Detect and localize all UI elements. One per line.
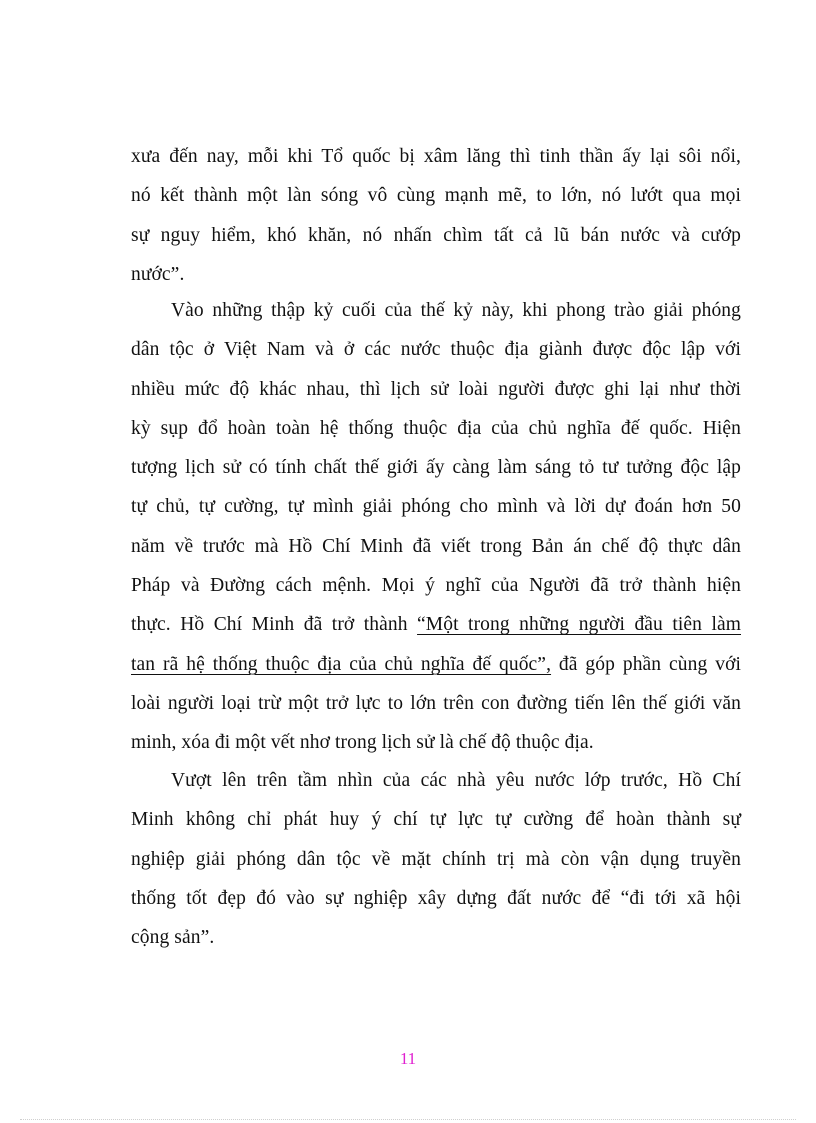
quotation-underlined: “Một trong những người đầu tiên làm	[417, 614, 741, 636]
text-line: minh, xóa đi một vết nhơ trong lịch sử là chế độ thuộc địa.	[131, 732, 594, 754]
page-number: 11	[399, 1049, 417, 1068]
text-line: nghiệp giải phóng dân tộc về mặt chính trị mà còn vận dụng truyền	[131, 848, 741, 870]
text-line: Vào những thập kỷ cuối của thế kỷ này, khi phong trào giải phóng	[171, 300, 741, 321]
quotation-underlined: tan rã hệ thống thuộc địa của chủ nghĩa đế quốc”,	[131, 653, 552, 675]
text-line: kỳ sụp đổ hoàn toàn hệ thống thuộc địa của chủ nghĩa đế quốc. Hiện	[131, 417, 741, 439]
text-line	[131, 605, 741, 644]
text-line: xưa đến nay, mỗi khi Tổ quốc bị xâm lăng thì tinh thần ấy lại sôi nổi,	[131, 146, 741, 167]
paragraph-3	[131, 761, 741, 957]
text-line: loài người loại trừ một trở lực to lớn trên con đường tiến lên thế giới văn	[131, 692, 741, 714]
text-line: thống tốt đẹp đó vào sự nghiệp xây dựng đất nước để “đi tới xã hội	[131, 887, 741, 909]
text-line: nước”.	[131, 263, 185, 285]
text-line: cộng sản”.	[131, 927, 215, 949]
text-line: tượng lịch sử có tính chất thế giới ấy càng làm sáng tỏ tư tưởng độc lập	[131, 457, 741, 479]
text-line: Pháp và Đường cách mệnh. Mọi ý nghĩ của Người đã trở thành hiện	[131, 575, 741, 597]
text-line: nhiều mức độ khác nhau, thì lịch sử loài người được ghi lại như thời	[131, 378, 741, 400]
paragraph-1	[131, 137, 741, 294]
text-run: đã góp phần cùng với	[551, 653, 742, 675]
footer-divider	[20, 1119, 796, 1120]
text-line: nó kết thành một làn sóng vô cùng mạnh mẽ, to lớn, nó lướt qua mọi	[131, 185, 741, 207]
text-line: năm về trước mà Hồ Chí Minh đã viết trong Bản án chế độ thực dân	[131, 535, 741, 557]
text-line: Minh không chỉ phát huy ý chí tự lực tự cường để hoàn thành sự	[131, 809, 741, 831]
text-line: Vượt lên trên tầm nhìn của các nhà yêu nước lớp trước, Hồ Chí	[171, 770, 741, 791]
text-line: sự nguy hiểm, khó khăn, nó nhấn chìm tất cả lũ bán nước và cướp	[131, 224, 741, 246]
text-run: thực. Hồ Chí Minh đã trở thành	[131, 614, 418, 636]
text-line	[131, 645, 741, 684]
paragraph-2	[131, 291, 741, 763]
text-line: tự chủ, tự cường, tự mình giải phóng cho mình và lời dự đoán hơn 50	[131, 496, 741, 518]
text-line: dân tộc ở Việt Nam và ở các nước thuộc địa giành được độc lập với	[131, 339, 741, 361]
